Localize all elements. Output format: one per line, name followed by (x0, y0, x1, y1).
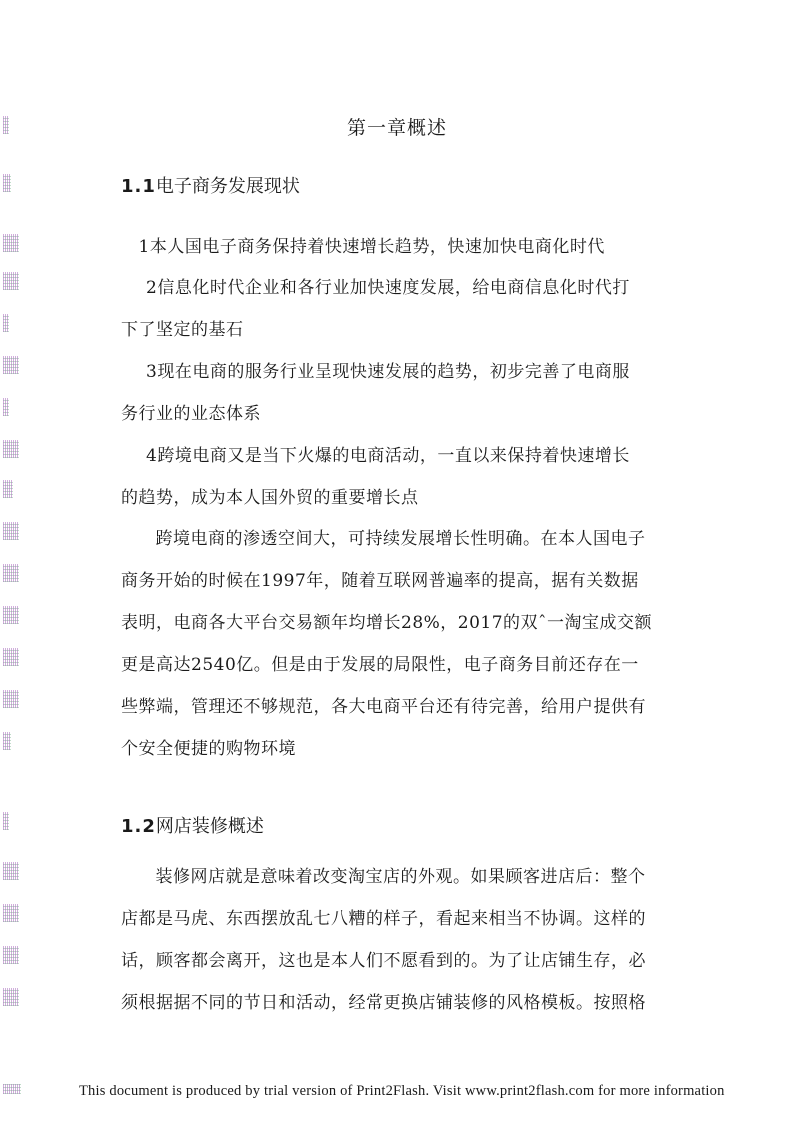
margin-artifact (3, 234, 19, 252)
paragraph-line: 的趋势，成为本人国外贸的重要增长点 (121, 488, 419, 508)
paragraph-line: 装修网店就是意味着改变淘宝店的外观。如果顾客进店后：整个 (138, 867, 646, 887)
paragraph-line: 务行业的业态体系 (121, 404, 261, 424)
paragraph-line: 2信息化时代企业和各行业加快速度发展，给电商信息化时代打 (146, 278, 630, 298)
paragraph-line: 下了坚定的基石 (121, 320, 244, 340)
margin-artifact (3, 1084, 21, 1094)
paragraph-line: 须根据据不同的节日和活动，经常更换店铺装修的风格模板。按照格 (121, 993, 646, 1013)
trial-watermark-footer: This document is produced by trial version of Print2Flash. Visit www.print2flash.com for more information (79, 1083, 725, 1099)
section-heading-1-1 (121, 172, 300, 198)
margin-artifact (3, 174, 11, 192)
margin-artifact (3, 606, 19, 624)
margin-artifact (3, 946, 19, 964)
margin-artifact (3, 440, 19, 458)
paragraph-line: 更是高达2540亿。但是由于发展的局限性，电子商务目前还存在一 (121, 655, 639, 675)
margin-artifact (3, 812, 9, 830)
paragraph-line: 1本人国电子商务保持着快速增长趋势，快速加快电商化时代 (121, 237, 605, 257)
margin-artifact (3, 862, 19, 880)
section-title: 电子商务发展现状 (155, 176, 300, 197)
paragraph-line: 商务开始的时候在1997年，随着互联网普遍率的提高，据有关数据 (121, 571, 639, 591)
paragraph-line: 话，顾客都会离开，这也是本人们不愿看到的。为了让店铺生存，必 (121, 951, 646, 971)
section-heading-1-2 (121, 812, 264, 838)
section-title: 网店装修概述 (155, 816, 264, 837)
margin-artifact (3, 564, 19, 582)
margin-artifact (3, 690, 19, 708)
chapter-title: 第一章概述 (346, 117, 447, 139)
paragraph-line: 跨境电商的渗透空间大，可持续发展增长性明确。在本人国电子 (138, 529, 646, 549)
margin-artifact (3, 988, 19, 1006)
paragraph-line: 店都是马虎、东西摆放乱七八糟的样子，看起来相当不协调。这样的 (121, 909, 646, 929)
margin-artifact (3, 272, 19, 290)
paragraph-line: 个安全便捷的购物环境 (121, 739, 296, 759)
margin-artifact (3, 398, 9, 416)
margin-artifact (3, 904, 19, 922)
margin-artifact (3, 356, 19, 374)
margin-artifact (3, 732, 11, 750)
paragraph-line: 些弊端，管理还不够规范，各大电商平台还有待完善，给用户提供有 (121, 697, 646, 717)
section-number: 1.1 (121, 176, 156, 197)
margin-artifact (3, 522, 19, 540)
paragraph-line: 3现在电商的服务行业呈现快速发展的趋势，初步完善了电商服 (146, 362, 630, 382)
paragraph-line: 4跨境电商又是当下火爆的电商活动，一直以来保持着快速增长 (146, 446, 630, 466)
margin-artifact (3, 480, 13, 498)
margin-artifact (3, 648, 19, 666)
margin-artifact (3, 314, 9, 332)
paragraph-line: 表明，电商各大平台交易额年均增长28%，2017的双ˆ一淘宝成交额 (121, 613, 653, 633)
section-number: 1.2 (121, 816, 156, 837)
